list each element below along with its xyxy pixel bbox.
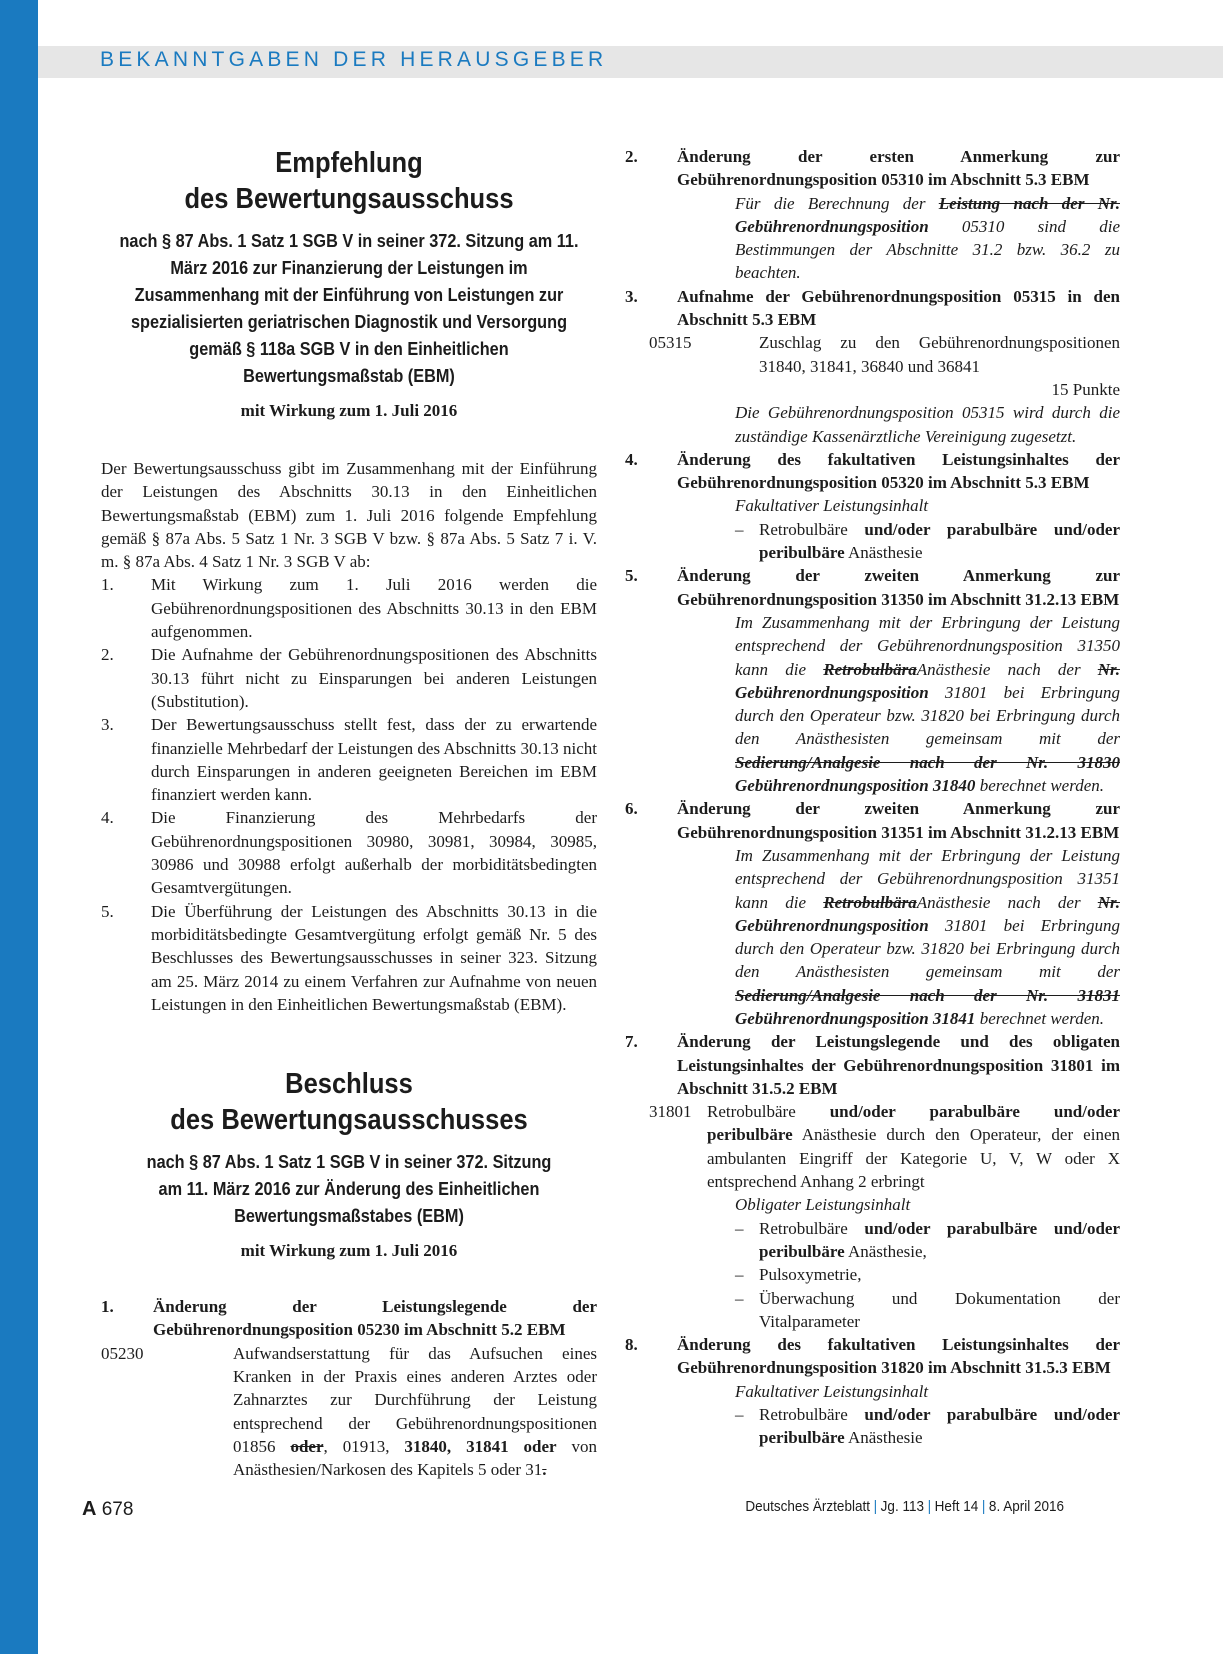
list-item bbox=[625, 1217, 1120, 1264]
item-label: Fakultativer Leistungsinhalt bbox=[735, 1381, 929, 1401]
item-label: Obligater Leistungsinhalt bbox=[735, 1195, 911, 1215]
list-text: Die Aufnahme der Gebührenordnungspositionen des Abschnitts 30.13 führt nicht zu Einsparungen bei anderen Leistungen (Substitution). bbox=[151, 645, 597, 711]
text-run: Anästhesie, bbox=[844, 1241, 927, 1261]
text-run: Retrobulbäre bbox=[759, 519, 865, 539]
fee-code: 31801 bbox=[649, 1102, 692, 1122]
dash-bullet: – bbox=[735, 519, 744, 539]
amendment-item-4 bbox=[625, 448, 1120, 564]
journal-issue: Heft 14 bbox=[934, 1498, 979, 1515]
separator: | bbox=[981, 1498, 986, 1515]
amendment-item-5 bbox=[625, 564, 1120, 797]
list-item bbox=[101, 643, 597, 713]
item-heading: Änderung der zweiten Anmerkung zur Gebührenordnungsposition 31350 im Abschnitt 31.2.13 EBM bbox=[677, 566, 1120, 609]
text-run: Retrobulbäre bbox=[707, 1102, 830, 1122]
dash-bullet: – bbox=[735, 1405, 744, 1425]
list-text: Pulsoxymetrie, bbox=[759, 1265, 862, 1285]
item-number: 6. bbox=[625, 799, 638, 819]
empfehlung-points bbox=[101, 573, 597, 1016]
inserted-text: Gebührenordnungsposition 31840 bbox=[735, 776, 976, 796]
item-number: 2. bbox=[625, 147, 638, 166]
item-heading: Änderung des fakultativen Leistungsinhaltes der Gebührenordnungsposition 31820 im Abschnitt 31.5.3 EBM bbox=[677, 1335, 1120, 1378]
empfehlung-title-line2: des Bewertungsausschuss bbox=[184, 183, 514, 215]
inserted-text: und/oder parabulbäre und/oder peribulbäre bbox=[707, 1102, 1120, 1145]
list-text: Der Bewertungsausschuss stellt fest, dass der zu erwartende finanzielle Mehrbedarf der Leistungen des Abschnitts 30.13 nicht durch Einsparungen in anderen geeigneten Bereichen im EBM finanziert werden kann. bbox=[151, 715, 597, 805]
list-item bbox=[101, 806, 597, 899]
list-text: Überwachung und Dokumentation der Vitalparameter bbox=[759, 1288, 1120, 1331]
item-number: 8. bbox=[625, 1335, 638, 1355]
list-number: 3. bbox=[101, 715, 114, 735]
separator: | bbox=[927, 1498, 932, 1515]
page-number bbox=[82, 1498, 133, 1521]
deleted-text: Retrobulbära bbox=[823, 892, 917, 912]
list-item bbox=[625, 518, 1120, 565]
list-text: Mit Wirkung zum 1. Juli 2016 werden die Gebührenordnungspositionen des Abschnitts 30.13 in den EBM aufgenommen. bbox=[151, 575, 597, 642]
sidebar-color-bar bbox=[0, 0, 38, 1654]
deleted-text: Sedierung/Analgesie nach der Nr. 31830 bbox=[735, 752, 1120, 772]
inserted-text: Gebührenordnungsposition bbox=[735, 682, 929, 702]
inserted-text: Gebührenordnungsposition bbox=[735, 216, 929, 236]
inserted-text: und/oder parabulbäre und/oder peribulbäre bbox=[759, 1405, 1120, 1448]
list-item bbox=[625, 1263, 1120, 1286]
journal-name: Deutsches Ärzteblatt bbox=[745, 1498, 870, 1515]
page-number-value: 678 bbox=[101, 1499, 134, 1520]
item-heading: Änderung des fakultativen Leistungsinhaltes der Gebührenordnungsposition 05320 im Abschnitt 5.3 EBM bbox=[677, 449, 1120, 493]
list-item bbox=[101, 573, 597, 643]
item-number: 4. bbox=[625, 449, 638, 469]
text-run: Im Zusammenhang mit der Erbringung der Leistung entsprechend der Gebührenordnungsposition 31350 kann die bbox=[735, 612, 1120, 679]
deleted-text: Sedierung/Analgesie nach der Nr. 31831 bbox=[735, 985, 1120, 1005]
list-number: 1. bbox=[101, 575, 114, 595]
deleted-text: Nr. bbox=[1097, 892, 1120, 912]
text-run: 05310 sind die Bestimmungen der Abschnitte 31.2 bzw. 36.2 zu beachten. bbox=[735, 216, 1120, 283]
right-column bbox=[625, 145, 1120, 1450]
amendment-item-6 bbox=[625, 797, 1120, 1030]
deleted-text: Nr. bbox=[1097, 659, 1120, 679]
item-label: Fakultativer Leistungsinhalt bbox=[735, 496, 929, 516]
text-run: 31801 bei Erbringung durch den Operateur bzw. 31820 bei Erbringung durch den Anästhesisten gemeinsam mit der bbox=[735, 915, 1120, 982]
list-text: Die Überführung der Leistungen des Abschnitts 30.13 in die morbiditätsbedingte Gesamtvergütung erfolgt gemäß Nr. 5 des Beschlusses des Bewertungsausschusses in seiner 323. Sitzung am 25. März 2014 zu einem Verfahren zur Aufnahme von neuen Leistungen in den Einheitlichen Bewertungsmaßstab (EBM). bbox=[151, 901, 597, 1014]
list-number: 2. bbox=[101, 645, 114, 665]
dash-bullet: – bbox=[735, 1288, 744, 1308]
text-run: Retrobulbäre bbox=[759, 1218, 865, 1238]
fee-code: 05315 bbox=[649, 333, 692, 353]
deleted-text: Retrobulbära bbox=[823, 659, 917, 679]
inserted-text: und/oder parabulbäre und/oder peribulbäre bbox=[759, 519, 1120, 563]
text-run: Aufwandserstattung für das Aufsuchen eines Kranken in der Praxis eines anderen Arztes oder Zahnarztes zur Durchführung der Leistung entsprechend der Gebührenordnungspositionen 01856 bbox=[233, 1343, 597, 1456]
fee-code: 05230 bbox=[101, 1343, 144, 1363]
text-run: Anästhesie nach der bbox=[916, 892, 1098, 912]
text-run: Im Zusammenhang mit der Erbringung der Leistung entsprechend der Gebührenordnungsposition 31351 kann die bbox=[735, 845, 1120, 912]
item-note: Die Gebührenordnungsposition 05315 wird durch die zuständige Kassenärztliche Vereinigung zugesetzt. bbox=[735, 403, 1120, 446]
inserted-text: 31840, 31841 oder bbox=[404, 1436, 557, 1456]
beschluss-effective-date: mit Wirkung zum 1. Juli 2016 bbox=[240, 1241, 458, 1261]
beschluss-title-line1: Beschluss bbox=[285, 1068, 413, 1101]
item-text bbox=[625, 192, 1120, 285]
amendment-item-8 bbox=[625, 1333, 1120, 1449]
inserted-text: Gebührenordnungsposition bbox=[735, 915, 929, 935]
list-text: Die Finanzierung des Mehrbedarfs der Gebührenordnungspositionen 30980, 30981, 30984, 30985, 30986 und 30988 erfolgt außerhalb der morbiditätsbedingten Gesamtvergütungen. bbox=[151, 808, 597, 898]
list-item bbox=[101, 713, 597, 806]
amendment-item-7 bbox=[625, 1030, 1120, 1333]
deleted-text: Leistung nach der Nr. bbox=[938, 193, 1120, 213]
text-run: 31801 bei Erbringung durch den Operateur bzw. 31820 bei Erbringung durch den Anästhesisten gemeinsam mit der bbox=[735, 682, 1120, 749]
journal-volume: Jg. 113 bbox=[880, 1498, 924, 1515]
section-header bbox=[38, 46, 1223, 78]
journal-date: 8. April 2016 bbox=[988, 1498, 1064, 1515]
item-heading: Änderung der ersten Anmerkung zur Gebührenordnungsposition 05310 im Abschnitt 5.3 EBM bbox=[677, 147, 1120, 190]
text-run: von Anästhesien/Narkosen des Kapitels 5 oder 31 bbox=[233, 1436, 598, 1480]
text-run: , 01913, bbox=[323, 1436, 405, 1456]
list-number: 5. bbox=[101, 901, 114, 921]
empfehlung-subtitle: nach § 87 Abs. 1 Satz 1 SGB V in seiner 372. Sitzung am 11. März 2016 zur Finanzierung der Leistungen im Zusammenhang mit der Einführung von Leistungen zur spezialisierten geriatrischen Diagnostik und Versorgung gemäß § 118a SGB V in den Einheitlichen Bewertungsmaßstab (EBM) bbox=[119, 230, 579, 386]
dash-bullet: – bbox=[735, 1218, 744, 1238]
section-header-label: BEKANNTGABEN DER HERAUSGEBER bbox=[100, 48, 608, 71]
item-number: 1. bbox=[101, 1297, 114, 1317]
text-run: berechnet werden. bbox=[975, 1008, 1104, 1028]
item-heading: Aufnahme der Gebührenordnungsposition 05315 in den Abschnitt 5.3 EBM bbox=[677, 286, 1120, 330]
inserted-text: und/oder parabulbäre und/oder peribulbäre bbox=[759, 1218, 1120, 1261]
text-run: berechnet werden. bbox=[975, 776, 1104, 796]
list-item bbox=[625, 1403, 1120, 1450]
item-text bbox=[625, 844, 1120, 1030]
separator: | bbox=[873, 1498, 878, 1515]
text-run: Für die Berechnung der bbox=[735, 193, 939, 213]
deleted-text: . bbox=[542, 1460, 547, 1480]
left-column bbox=[101, 145, 597, 1482]
beschluss-subtitle: nach § 87 Abs. 1 Satz 1 SGB V in seiner 372. Sitzung am 11. März 2016 zur Änderung des Einheitlichen Bewertungsmaßstabes (EBM) bbox=[146, 1151, 552, 1227]
fee-description: Zuschlag zu den Gebührenordnungspositionen 31840, 31841, 36840 und 36841 bbox=[759, 333, 1120, 376]
amendment-item-1 bbox=[101, 1295, 597, 1481]
text-run: Anästhesie durch den Operateur, der einen ambulanten Eingriff der Kategorie U, V, W oder X entsprechend Anhang 2 erbringt bbox=[707, 1125, 1120, 1192]
list-item bbox=[101, 900, 597, 1016]
inserted-text: Gebührenordnungsposition 31841 bbox=[735, 1008, 976, 1028]
empfehlung-effective-date: mit Wirkung zum 1. Juli 2016 bbox=[240, 401, 458, 420]
list-number: 4. bbox=[101, 808, 114, 828]
page-prefix: A bbox=[82, 1498, 97, 1520]
deleted-text: oder bbox=[290, 1436, 324, 1456]
text-run: Anästhesie bbox=[844, 1428, 923, 1448]
fee-description bbox=[233, 1342, 597, 1482]
empfehlung-heading bbox=[101, 145, 597, 423]
item-heading: Änderung der Leistungslegende der Gebührenordnungsposition 05230 im Abschnitt 5.2 EBM bbox=[153, 1297, 597, 1340]
beschluss-title-line2: des Bewertungsausschusses bbox=[170, 1104, 528, 1137]
item-number: 5. bbox=[625, 566, 638, 586]
journal-citation bbox=[745, 1498, 1064, 1515]
item-text bbox=[625, 611, 1120, 797]
beschluss-heading bbox=[101, 1066, 597, 1263]
list-item bbox=[625, 1287, 1120, 1334]
item-heading: Änderung der zweiten Anmerkung zur Gebührenordnungsposition 31351 im Abschnitt 31.2.13 EBM bbox=[677, 799, 1120, 842]
amendment-item-3 bbox=[625, 285, 1120, 448]
empfehlung-title-line1: Empfehlung bbox=[275, 147, 423, 179]
item-number: 3. bbox=[625, 286, 638, 306]
empfehlung-intro: Der Bewertungsausschuss gibt im Zusammenhang mit der Einführung der Leistungen des Abschnitts 30.13 in den Einheitlichen Bewertungsmaßstab (EBM) zum 1. Juli 2016 folgende Empfehlung gemäß § 87a Abs. 5 Satz 1 Nr. 3 SGB V bzw. § 87a Abs. 5 Satz 7 i. V. m. § 87a Abs. 4 Satz 1 Nr. 3 SGB V ab: bbox=[101, 459, 597, 572]
item-heading: Änderung der Leistungslegende und des obligaten Leistungsinhaltes der Gebührenordnungsposition 31801 im Abschnitt 31.5.2 EBM bbox=[677, 1032, 1120, 1098]
fee-description bbox=[707, 1100, 1120, 1193]
text-run: Anästhesie nach der bbox=[916, 659, 1098, 679]
item-number: 7. bbox=[625, 1032, 638, 1052]
dash-bullet: – bbox=[735, 1265, 744, 1285]
text-run: Anästhesie bbox=[844, 543, 923, 563]
text-run: Retrobulbäre bbox=[759, 1405, 865, 1425]
fee-points: 15 Punkte bbox=[1051, 379, 1120, 399]
amendment-item-2 bbox=[625, 145, 1120, 285]
